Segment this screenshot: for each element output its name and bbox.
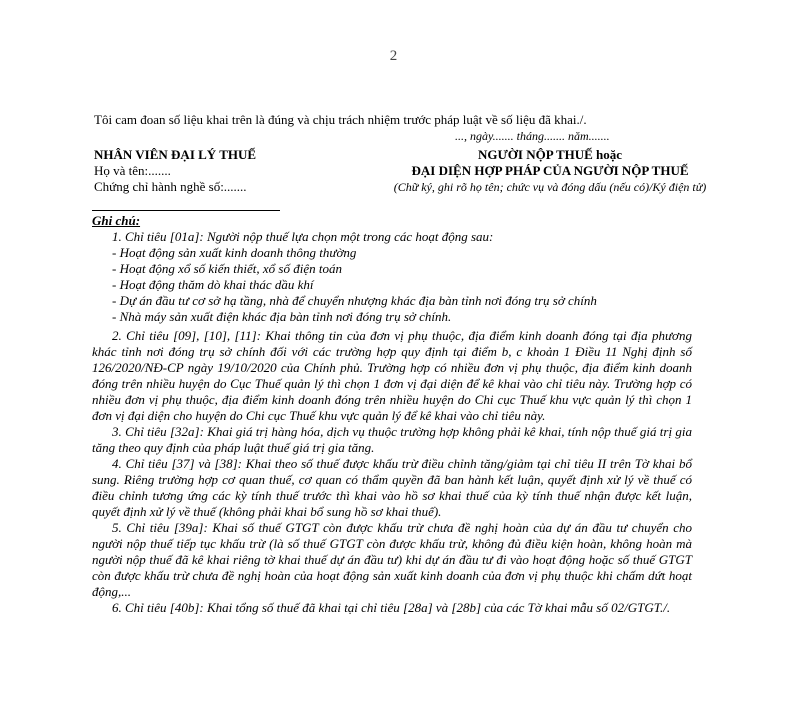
- tax-agent-cert: Chứng chỉ hành nghề số:.......: [94, 179, 247, 194]
- note-item-6: 6. Chỉ tiêu [40b]: Khai tổng số thuế đã khai tại chỉ tiêu [28a] và [28b] của các Tờ khai mẫu số 02/GTGT./.: [112, 600, 671, 615]
- note-option: - Dự án đầu tư cơ sở hạ tầng, nhà để chuyển nhượng khác địa bàn tỉnh nơi đóng trụ sở chính: [112, 293, 597, 308]
- note-item-5: 5. Chỉ tiêu [39a]: Khai số thuế GTGT còn được khấu trừ chưa đề nghị hoàn của dự án đầu tư chuyển cho người nộp thuế tiếp tục khấu trừ (là số thuế GTGT còn được khấu trừ, không đủ điều kiện hoàn, không hoàn mà người nộp thuế đã kê khai riêng tờ khai thuế dự án đầu tư) khi dự án đầu tư đi vào hoạt động hoặc số thuế GTGT còn được khấu trừ chưa đề nghị hoàn của hoạt động sản xuất kinh doanh của đơn vị phụ thuộc khi chấm dứt hoạt động,...: [92, 520, 692, 599]
- commitment-statement: Tôi cam đoan số liệu khai trên là đúng và chịu trách nhiệm trước pháp luật về số liệu đã khai./.: [94, 112, 587, 127]
- note-option: - Nhà máy sản xuất điện khác địa bàn tỉnh nơi đóng trụ sở chính.: [112, 309, 452, 324]
- tax-agent-name: Họ và tên:.......: [94, 163, 171, 178]
- note-option: - Hoạt động thăm dò khai thác dầu khí: [112, 277, 314, 292]
- note-option: - Hoạt động xổ số kiến thiết, xổ số điện toán: [112, 261, 342, 276]
- notes-title: Ghi chú:: [92, 213, 141, 228]
- signature-note: (Chữ ký, ghi rõ họ tên; chức vụ và đóng dấu (nếu có)/Ký điện tử): [393, 180, 707, 194]
- note-item-1: 1. Chỉ tiêu [01a]: Người nộp thuế lựa chọn một trong các hoạt động sau:: [112, 229, 494, 244]
- note-item-4: 4. Chỉ tiêu [37] và [38]: Khai theo số thuế được khấu trừ điều chỉnh tăng/giảm tại chỉ tiêu II trên Tờ khai bổ sung. Riêng trường hợp cơ quan thuế, cơ quan có thẩm quyền đã ban hành kết luận, quyết định xử lý về thuế có điều chỉnh tương ứng các kỳ tính thuế trước thì khai vào hồ sơ khai thuế của kỳ tính thuế nhận được kết luận, quyết định xử lý về thuế (không phải khai bổ sung hồ sơ khai thuế).: [92, 456, 692, 519]
- page-number: 2: [389, 48, 398, 64]
- note-option: - Hoạt động sản xuất kinh doanh thông thường: [112, 245, 357, 260]
- note-item-2: 2. Chỉ tiêu [09], [10], [11]: Khai thông tin của đơn vị phụ thuộc, địa điểm kinh doanh đóng tại địa phương khác tỉnh nơi đóng trụ sở chính đối với các trường hợp quy định tại điểm b, c khoản 1 Điều 11 Nghị định số 126/2020/NĐ-CP ngày 19/10/2020 của Chính phủ. Trường hợp có nhiều đơn vị phụ thuộc, địa điểm kinh doanh đóng trên nhiều huyện do Cục Thuế quản lý thì chọn 1 đơn vị đại diện để kê khai vào chỉ tiêu này. Trường hợp có nhiều đơn vị phụ thuộc, địa điểm kinh doanh đóng trên nhiều huyện do Chi cục Thuế khu vực quản lý thì chọn 1 đơn vị đại diện cho huyện do Chi cục Thuế khu vực quản lý để kê khai vào chỉ tiêu này.: [92, 328, 692, 423]
- notes-section: [92, 213, 692, 616]
- taxpayer-title: NGƯỜI NỘP THUẾ hoặc: [477, 147, 623, 162]
- divider: [92, 210, 280, 211]
- taxpayer-representative-title: ĐẠI DIỆN HỢP PHÁP CỦA NGƯỜI NỘP THUẾ: [411, 163, 689, 178]
- tax-agent-block: [94, 147, 256, 195]
- taxpayer-block: [340, 147, 760, 195]
- note-item-3: 3. Chỉ tiêu [32a]: Khai giá trị hàng hóa, dịch vụ thuộc trường hợp không phải kê khai, tính nộp thuế giá trị gia tăng theo quy định của pháp luật thuế giá trị gia tăng.: [92, 424, 692, 455]
- date-line: ..., ngày....... tháng....... năm.......: [455, 129, 610, 143]
- tax-agent-title: NHÂN VIÊN ĐẠI LÝ THUẾ: [94, 147, 257, 162]
